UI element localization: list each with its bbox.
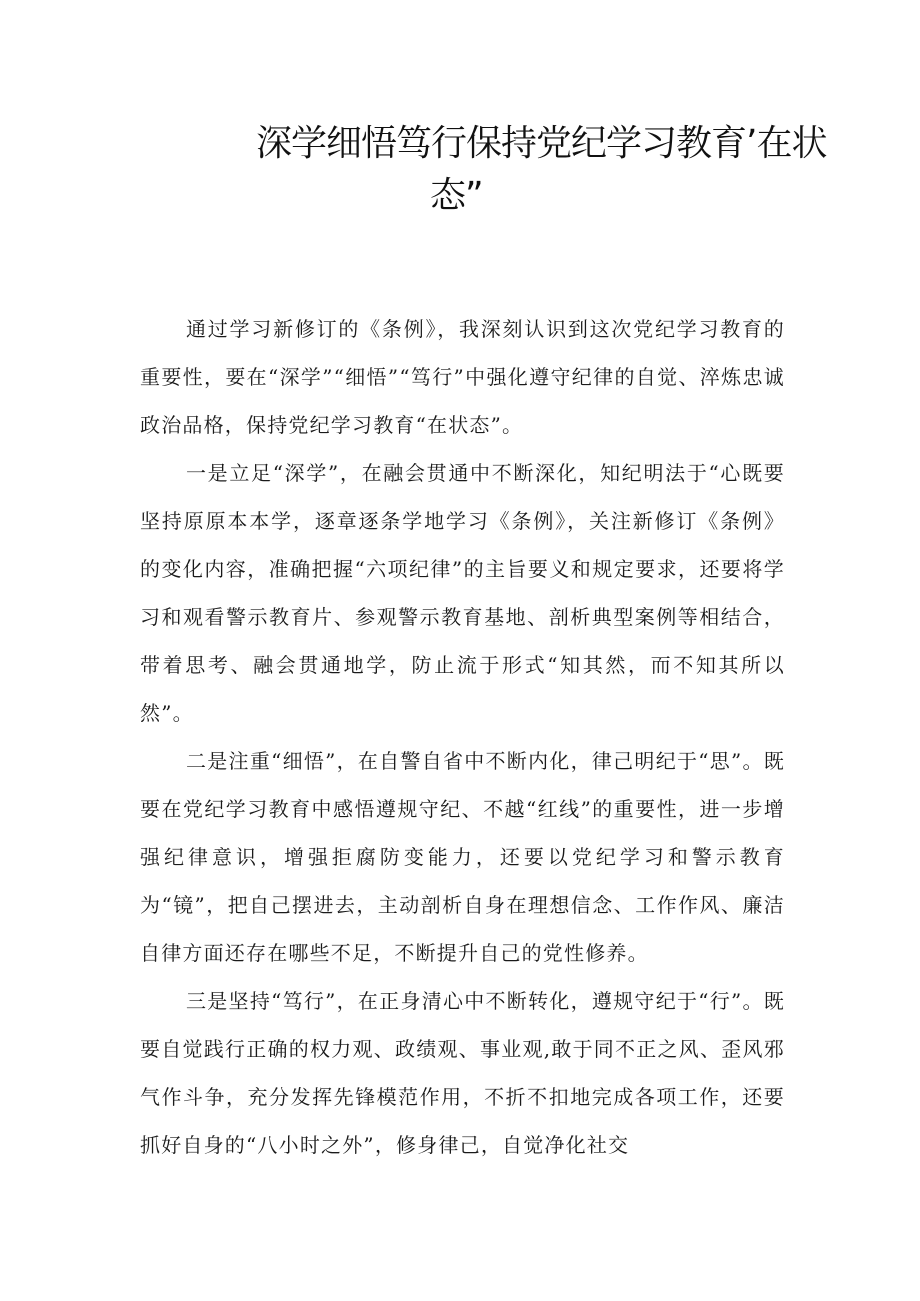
document-body bbox=[140, 305, 785, 1169]
paragraph-intro: 通过学习新修订的《条例》，我深刻认识到这次党纪学习教育的重要性，要在“深学”“细悟”“笃行”中强化遵守纪律的自觉、淬炼忠诚政治品格，保持党纪学习教育“在状态”。 bbox=[140, 317, 785, 437]
document-title-line1: 深学细悟笃行保持党纪学习教育’在状 bbox=[256, 123, 827, 164]
paragraph-deep-study: 一是立足“深学”，在融会贯通中不断深化，知纪明法于“心既要坚持原原本本学，逐章逐条学地学习《条例》，关注新修订《条例》的变化内容，准确把握“六项纪律”的主旨要义和规定要求，还要将学习和观看警示教育片、参观警示教育基地、剖析典型案例等相结合，带着思考、融会贯通地学，防止流于形式“知其然，而不知其所以然”。 bbox=[140, 461, 785, 725]
paragraph-earnest-practice: 三是坚持“笃行”，在正身清心中不断转化，遵规守纪于“行”。既要自觉践行正确的权力观、政绩观、事业观,敢于同不正之风、歪风邪气作斗争，充分发挥先锋模范作用，不折不扣地完成各项工作，还要抓好自身的“八小时之外”，修身律己，自觉净化社交 bbox=[140, 989, 785, 1157]
paragraph-careful-reflection: 二是注重“细悟”，在自警自省中不断内化，律己明纪于“思”。既要在党纪学习教育中感悟遵规守纪、不越“红线”的重要性，进一步增强纪律意识，增强拒腐防变能力，还要以党纪学习和警示教育为“镜”，把自己摆进去，主动剖析自身在理想信念、工作作风、廉洁自律方面还存在哪些不足，不断提升自己的党性修养。 bbox=[140, 749, 785, 965]
document-title-line2: 态” bbox=[430, 175, 483, 216]
